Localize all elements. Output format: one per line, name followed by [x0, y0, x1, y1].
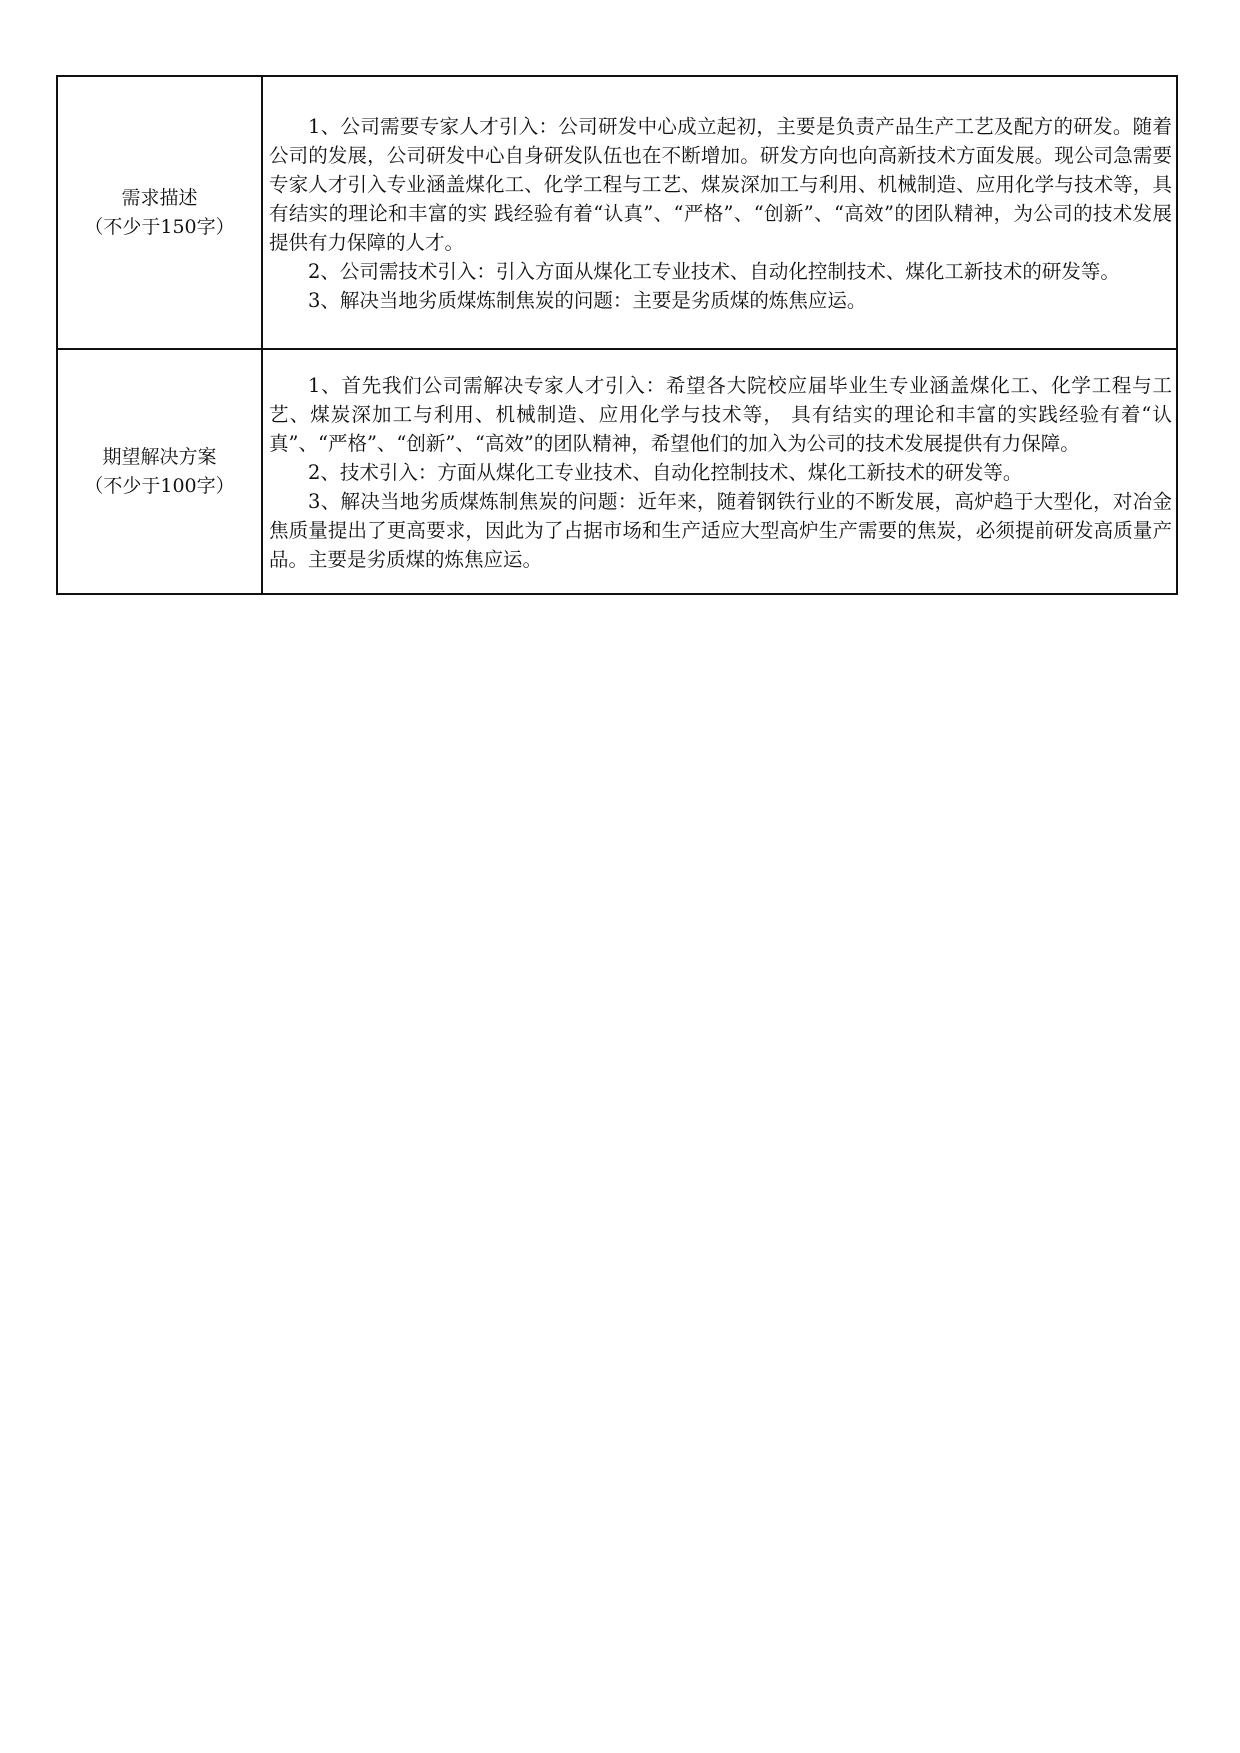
row-label-cell: [57, 349, 262, 594]
row-label-note: （不少于100字）: [84, 474, 235, 497]
table-row-expected-solution: [57, 349, 1177, 594]
row-content-cell: [262, 76, 1177, 349]
content-paragraph: 3、解决当地劣质煤炼制焦炭的问题：近年来，随着钢铁行业的不断发展，高炉趋于大型化，对冶金焦质量提出了更高要求，因此为了占据市场和生产适应大型高炉生产需要的焦炭，必须提前研发高质量产品。主要是劣质煤的炼焦应运。: [269, 489, 1172, 571]
content-paragraph: 2、公司需技术引入：引入方面从煤化工专业技术、自动化控制技术、煤化工新技术的研发等。: [308, 259, 1120, 283]
content-paragraph: 1、首先我们公司需解决专家人才引入：希望各大院校应届毕业生专业涵盖煤化工、化学工程与工艺、煤炭深加工与利用、机械制造、应用化学与技术等， 具有结实的理论和丰富的实践经验有着“认真”、“严格”、“创新”、“高效”的团队精神，希望他们的加入为公司的技术发展提供有力保障。: [269, 373, 1172, 455]
content-paragraph: 1、公司需要专家人才引入：公司研发中心成立起初，主要是负责产品生产工艺及配方的研发。随着公司的发展，公司研发中心自身研发队伍也在不断增加。研发方向也向高新技术方面发展。现公司急需要专家人才引入专业涵盖煤化工、化学工程与工艺、煤炭深加工与利用、机械制造、应用化学与技术等，具有结实的理论和丰富的实 践经验有着“认真”、“严格”、“创新”、“高效”的团队精神，为公司的技术发展提供有力保障的人才。: [269, 114, 1172, 254]
row-label-note: （不少于150字）: [84, 215, 235, 238]
row-label-cell: [57, 76, 262, 349]
requirements-table: [56, 75, 1178, 595]
content-paragraph: 3、解决当地劣质煤炼制焦炭的问题：主要是劣质煤的炼焦应运。: [308, 288, 867, 312]
row-content-cell: [262, 349, 1177, 594]
row-label-title: 需求描述: [121, 186, 198, 209]
row-label-title: 期望解决方案: [102, 445, 217, 468]
table-row-need-description: [57, 76, 1177, 349]
content-paragraph: 2、技术引入：方面从煤化工专业技术、自动化控制技术、煤化工新技术的研发等。: [308, 460, 1023, 484]
